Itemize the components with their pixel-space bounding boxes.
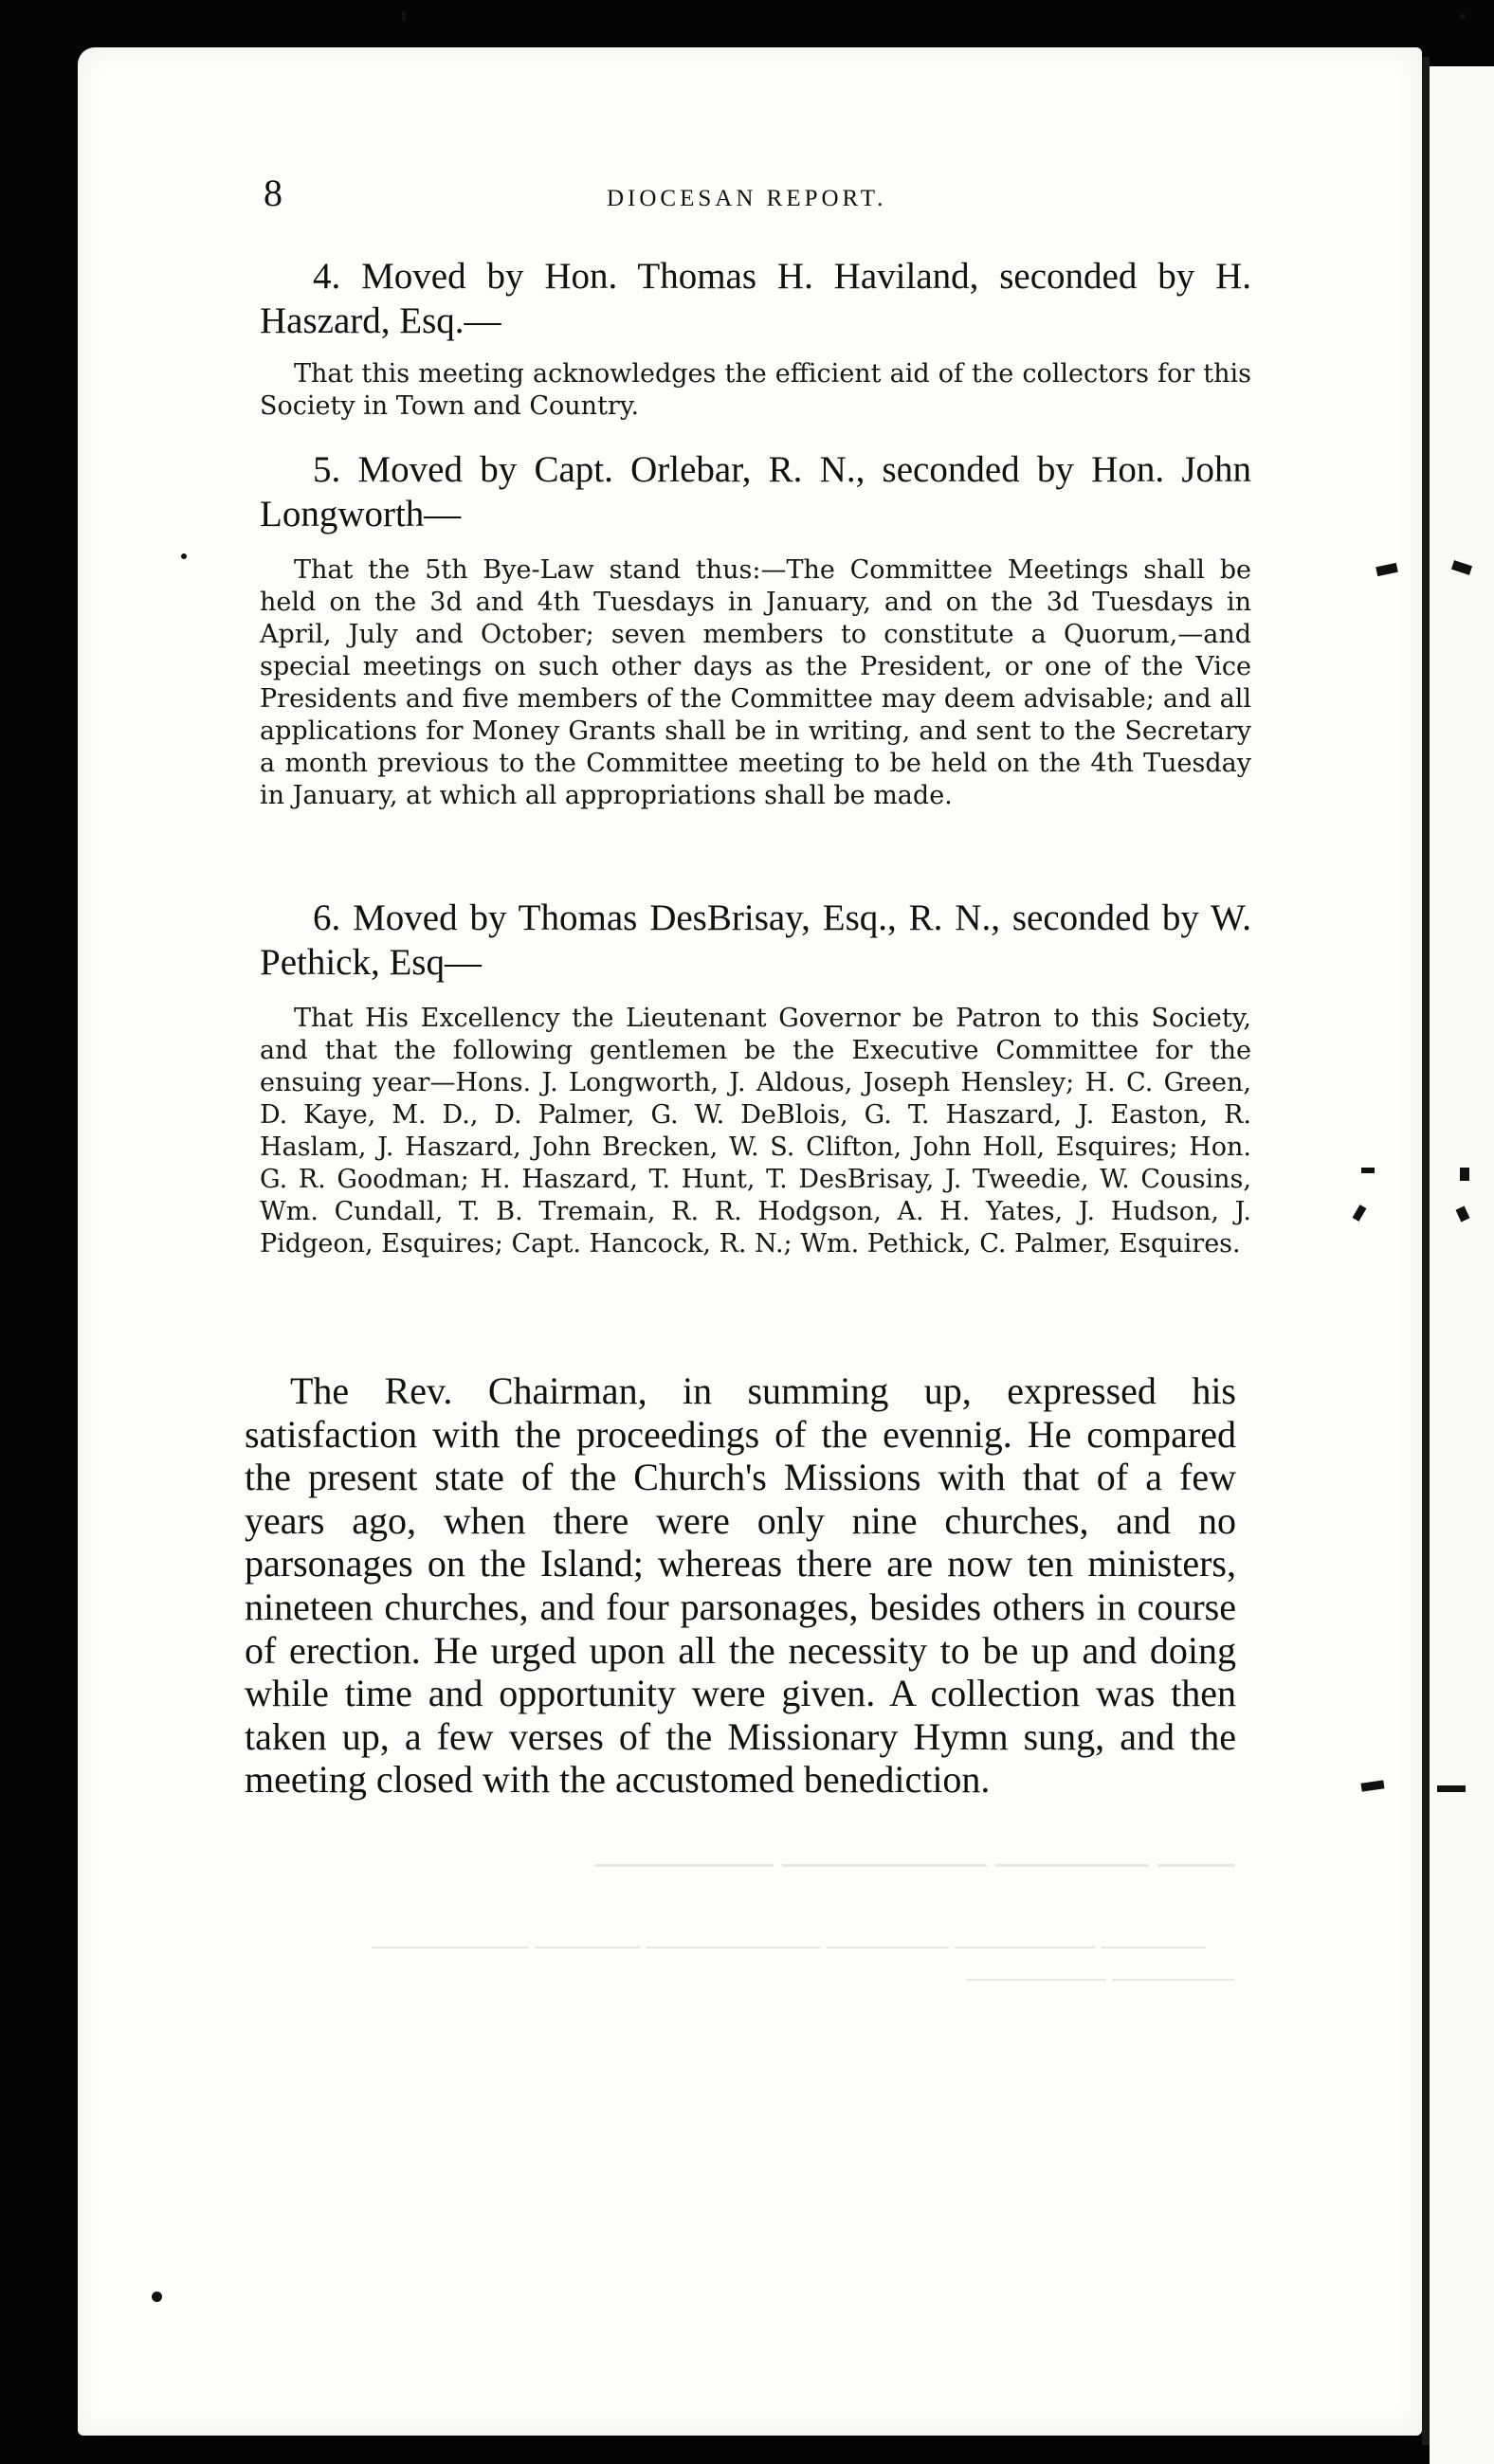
motion-4-resolution: That this meeting acknowledges the efficient aid of the collectors for this Society in Town and Country. xyxy=(260,359,1251,421)
adjacent-page-edge xyxy=(1430,66,1494,2464)
motion-6-resolution: That His Excellency the Lieutenant Governor be Patron to this Society, and that the following gentlemen be the Executive Committee for the ensuing year—Hons. J. Longworth, J. Aldous, Joseph Hensley; H. C. Green, D. Kaye, M. D., D. Palmer, G. W. DeBlois, G. T. Haszard, J. Easton, R. Haslam, J. Haszard, John Brecken, W. S. Clifton, John Holl, Esquires; Hon. G. R. Goodman; H. Haszard, T. Hunt, T. DesBrisay, J. Tweedie, W. Cousins, Wm. Cundall, T. B. Tremain, R. R. Hodgson, A. H. Yates, J. Hudson, J. Pidgeon, Esquires; Capt. Hancock, R. N.; Wm. Pethick, C. Palmer, Esquires. xyxy=(260,1004,1251,1259)
binding-mark xyxy=(1460,1168,1469,1181)
speck xyxy=(181,553,187,559)
speck xyxy=(402,11,406,21)
running-head: DIOCESAN REPORT. xyxy=(607,186,887,211)
motion-5-resolution: That the 5th Bye-Law stand thus:—The Committee Meetings shall be held on the 3d and 4th Tuesdays in January, and on the 3d Tuesdays in April, July and October; seven members to constitute a Quorum,—and special meetings on such other days as the President, or one of the Vice Presidents and five members of the Committee may deem advisable; and all applications for Money Grants shall be in writing, and sent to the Secretary a month previous to the Committee meeting to be held on the 4th Tuesday in January, at which all appropriations shall be made. xyxy=(260,555,1251,810)
speck xyxy=(1460,13,1466,19)
page-gutter-shadow xyxy=(1422,57,1430,2445)
binding-mark xyxy=(1437,1785,1466,1792)
binding-mark xyxy=(1361,1168,1375,1173)
bleed-through-text: ────── ──────── ─────── ────────── ────── ───────── ─────── ──────── xyxy=(372,1933,1234,1993)
speck xyxy=(152,2292,162,2302)
page-number: 8 xyxy=(264,172,282,214)
motion-6-mover: 6. Moved by Thomas DesBrisay, Esq., R. N., seconded by W. Pethick, Esq— xyxy=(260,897,1251,983)
bleed-through-text: ─── ────── ──────── ─────── xyxy=(594,1845,1234,1885)
motion-5-mover: 5. Moved by Capt. Orlebar, R. N., seconded by Hon. John Longworth— xyxy=(260,449,1251,534)
closing-paragraph: The Rev. Chairman, in summing up, expressed his satisfaction with the proceedings of the evennig. He compared the present state of the Church's Missions with that of a few years ago, when there were only nine churches, and no parsonages on the Island; whereas there are now ten ministers, nineteen churches, and four parsonages, besides others in course of erection. He urged upon all the necessity to be up and doing while time and opportunity were given. A collection was then taken up, a few verses of the Missionary Hymn sung, and the meeting closed with the accustomed benediction. xyxy=(245,1369,1236,1802)
motion-4-mover: 4. Moved by Hon. Thomas H. Haviland, seconded by H. Haszard, Esq.— xyxy=(260,256,1251,341)
